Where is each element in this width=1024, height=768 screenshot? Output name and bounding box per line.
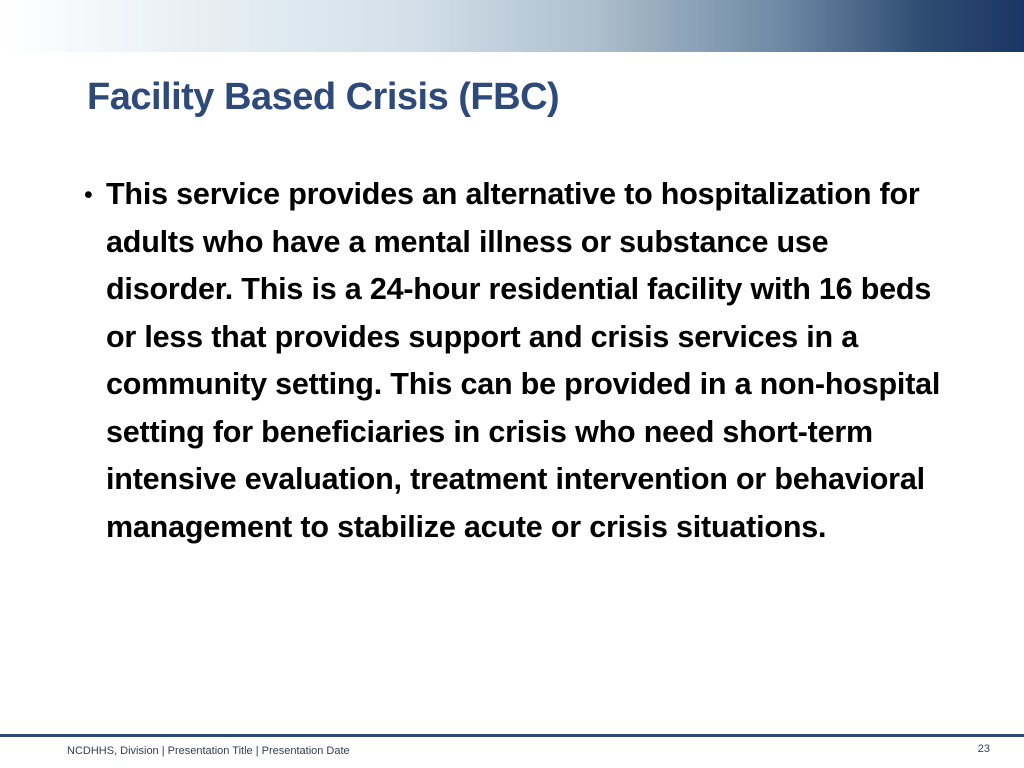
footer-divider [0, 734, 1024, 737]
bullet-dot-icon: • [84, 181, 93, 209]
footer-text: NCDHHS, Division | Presentation Title | Presentation Date [67, 745, 350, 757]
slide-body [80, 171, 960, 551]
header-gradient-banner [0, 0, 1024, 52]
bullet-text: This service provides an alternative to hospitalization for adults who have a mental illness or substance use disorder. This is a 24-hour residential facility with 16 beds or less that provides support and crisis services in a community setting. This can be provided in a non-hospital setting for beneficiaries in crisis who need short-term intensive evaluation, treatment intervention or behavioral management to stabilize acute or crisis situations. [106, 177, 941, 544]
bullet-item [80, 171, 960, 551]
slide-title: Facility Based Crisis (FBC) [87, 76, 560, 118]
page-number: 23 [977, 743, 990, 755]
